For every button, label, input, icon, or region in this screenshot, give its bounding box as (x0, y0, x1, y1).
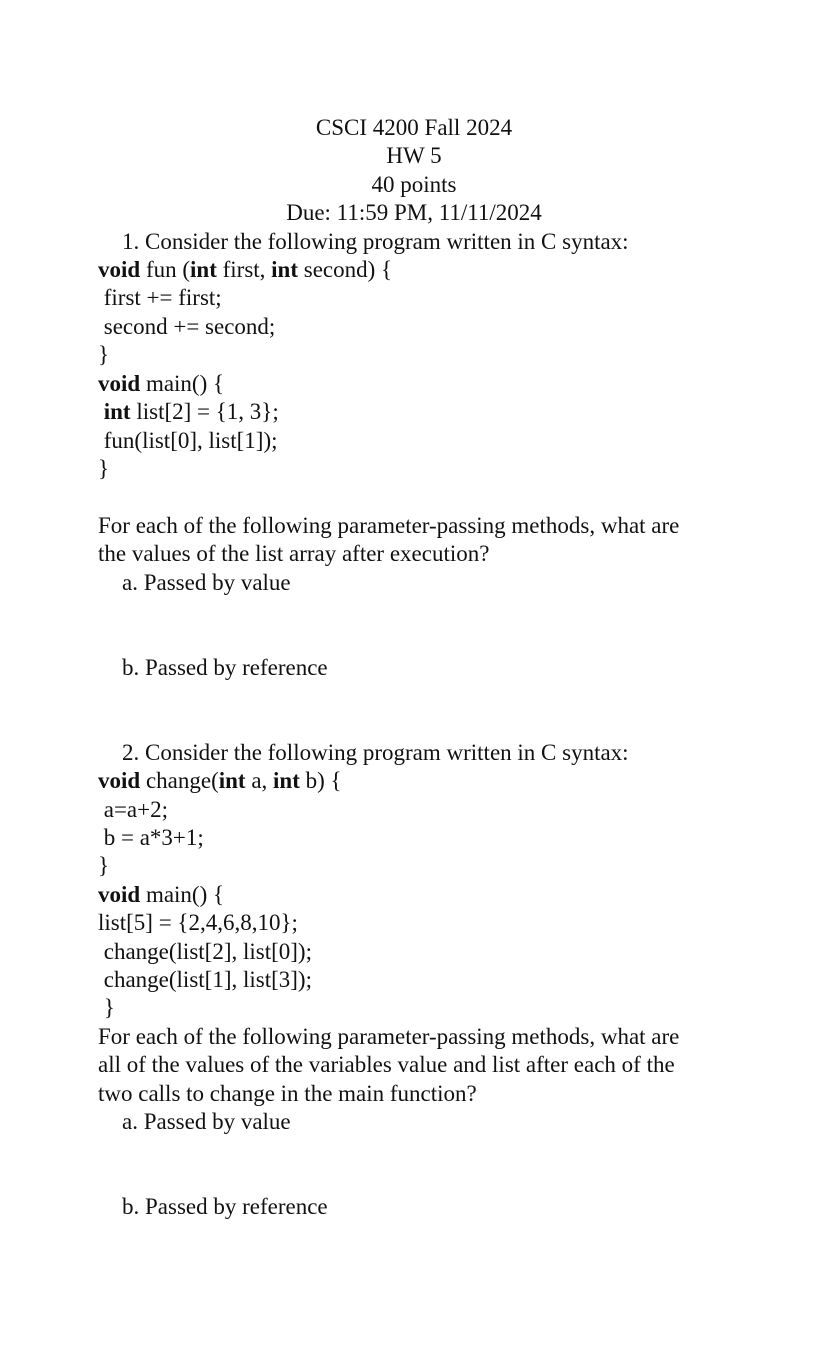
code-keyword: int (98, 399, 131, 424)
code-keyword: int (218, 768, 246, 793)
q2-code-line: } (98, 853, 110, 878)
code-keyword: void (98, 768, 141, 793)
code-keyword: void (98, 371, 141, 396)
code-text: a, (245, 768, 274, 793)
course-title: CSCI 4200 Fall 2024 (315, 115, 513, 140)
code-text: main() { (140, 882, 225, 907)
code-text: fun ( (140, 257, 191, 282)
points-total: 40 points (371, 172, 457, 197)
q2-code-line: a=a+2; (98, 797, 168, 822)
q1-code-line (98, 256, 392, 284)
code-keyword: int (271, 257, 299, 282)
q2-code-line: change(list[1], list[3]); (98, 967, 312, 992)
q2-code-line (98, 881, 224, 909)
code-keyword: void (98, 257, 141, 282)
code-text: main() { (140, 371, 225, 396)
q2-part-a: a. Passed by value (122, 1109, 291, 1134)
q1-code-line: first += first; (98, 285, 222, 310)
q1-code-line (98, 398, 279, 426)
q1-question: the values of the list array after execution? (98, 541, 490, 566)
q1-code-line: } (98, 342, 110, 367)
q2-question: For each of the following parameter-passing methods, what are (98, 1024, 680, 1049)
q2-prompt: 2. Consider the following program written in C syntax: (122, 740, 629, 765)
q1-part-a: a. Passed by value (122, 570, 291, 595)
code-text: change( (140, 768, 219, 793)
q1-code-line (98, 370, 224, 398)
q2-code-line (98, 767, 342, 795)
q2-code-line: } (98, 995, 115, 1020)
q1-prompt: 1. Consider the following program written in C syntax: (122, 229, 629, 254)
code-text: second) { (298, 257, 393, 282)
q1-part-b: b. Passed by reference (122, 655, 328, 680)
code-text: first, (216, 257, 272, 282)
due-date: Due: 11:59 PM, 11/11/2024 (286, 200, 542, 225)
code-text: list[2] = {1, 3}; (130, 399, 279, 424)
code-keyword: void (98, 882, 141, 907)
q1-code-line: fun(list[0], list[1]); (98, 428, 278, 453)
q2-question: all of the values of the variables value and list after each of the (98, 1052, 675, 1077)
code-text: b) { (299, 768, 342, 793)
q2-part-b: b. Passed by reference (122, 1194, 328, 1219)
q1-question: For each of the following parameter-passing methods, what are (98, 513, 680, 538)
q2-question: two calls to change in the main function? (98, 1081, 477, 1106)
q1-code-line: } (98, 456, 110, 481)
q1-code-line: second += second; (98, 314, 276, 339)
q2-code-line: b = a*3+1; (98, 825, 204, 850)
code-keyword: int (190, 257, 217, 282)
q2-code-line: list[5] = {2,4,6,8,10}; (98, 910, 298, 935)
homework-number: HW 5 (386, 143, 442, 168)
q2-code-line: change(list[2], list[0]); (98, 939, 312, 964)
code-keyword: int (273, 768, 300, 793)
